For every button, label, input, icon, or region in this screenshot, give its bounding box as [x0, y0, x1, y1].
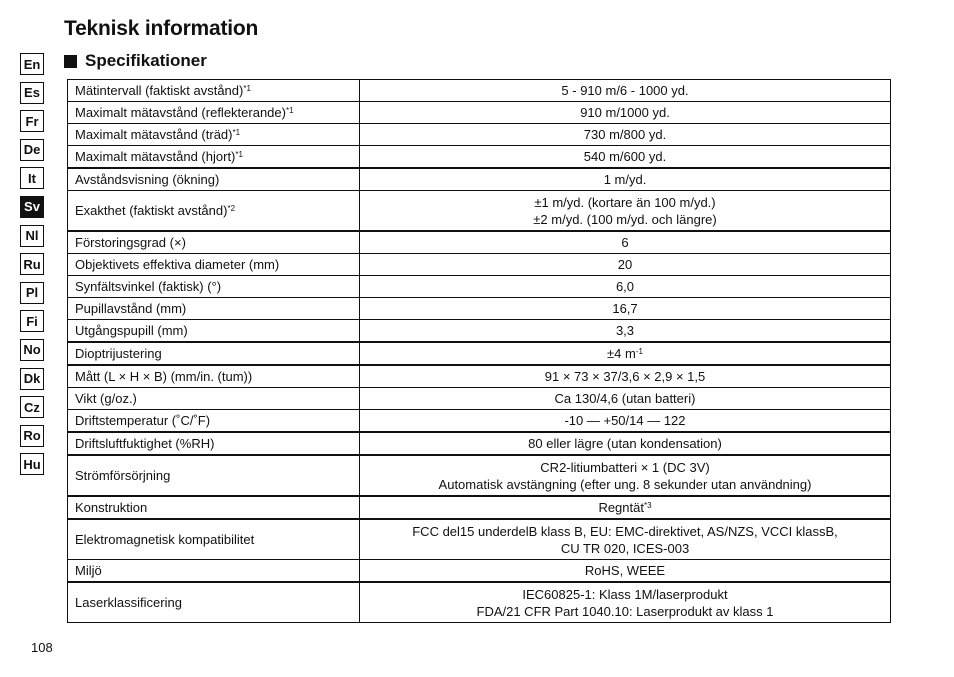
table-row	[68, 276, 891, 298]
value-superscript: *3	[643, 501, 652, 510]
spec-table	[67, 79, 891, 623]
spec-value-line	[367, 300, 883, 317]
spec-label-text: Mätintervall (faktiskt avstånd)	[75, 83, 244, 98]
spec-label	[68, 410, 360, 433]
language-index	[20, 53, 44, 482]
spec-label	[68, 496, 360, 519]
spec-value-text: Regntät	[598, 500, 644, 515]
spec-value-line	[367, 234, 883, 251]
spec-value-line	[367, 256, 883, 273]
language-tab-en[interactable]: En	[20, 53, 44, 75]
spec-value	[360, 582, 891, 623]
spec-label	[68, 455, 360, 496]
language-tab-it[interactable]: It	[20, 167, 44, 189]
footnote-marker: *2	[227, 204, 236, 213]
spec-value-line	[367, 523, 883, 540]
spec-value	[360, 231, 891, 254]
footnote-marker: *1	[232, 128, 241, 137]
spec-label	[68, 298, 360, 320]
spec-label-text: Exakthet (faktiskt avstånd)	[75, 203, 228, 218]
spec-value	[360, 276, 891, 298]
spec-value	[360, 365, 891, 388]
language-tab-es[interactable]: Es	[20, 82, 44, 104]
spec-value	[360, 124, 891, 146]
spec-value-line	[367, 412, 883, 429]
spec-value-line	[367, 171, 883, 188]
spec-label-text: Maximalt mätavstånd (hjort)	[75, 149, 236, 164]
square-bullet-icon	[64, 55, 77, 68]
language-tab-dk[interactable]: Dk	[20, 368, 44, 390]
table-row	[68, 432, 891, 455]
spec-value	[360, 80, 891, 102]
spec-value-text: 730 m/800 yd.	[583, 127, 667, 142]
spec-value-line	[367, 322, 883, 339]
page-number: 108	[31, 640, 53, 655]
spec-value-text: 91 × 73 × 37/3,6 × 2,9 × 1,5	[544, 369, 706, 384]
spec-value-text: ±1 m/yd. (kortare än 100 m/yd.)	[534, 194, 716, 210]
spec-value-line	[367, 104, 883, 121]
spec-label-text: Elektromagnetisk kompatibilitet	[75, 532, 255, 547]
spec-value	[360, 519, 891, 560]
spec-label	[68, 231, 360, 254]
spec-value-line	[367, 540, 883, 557]
language-tab-sv[interactable]: Sv	[20, 196, 44, 218]
spec-value-text: Ca 130/4,6 (utan batteri)	[554, 391, 696, 406]
language-tab-fr[interactable]: Fr	[20, 110, 44, 132]
spec-label-text: Strömförsörjning	[75, 468, 171, 483]
spec-value-text: CR2-litiumbatteri × 1 (DC 3V)	[540, 459, 710, 475]
spec-label-text: Driftstemperatur (˚C/˚F)	[75, 413, 211, 428]
table-row	[68, 191, 891, 232]
table-row	[68, 298, 891, 320]
language-tab-cz[interactable]: Cz	[20, 396, 44, 418]
spec-value-line	[367, 82, 883, 99]
spec-value	[360, 168, 891, 191]
spec-value	[360, 298, 891, 320]
table-row	[68, 582, 891, 623]
language-tab-ro[interactable]: Ro	[20, 425, 44, 447]
footnote-marker: *1	[235, 150, 243, 159]
table-row	[68, 410, 891, 433]
section-heading	[64, 51, 207, 71]
spec-value	[360, 560, 891, 583]
table-row	[68, 231, 891, 254]
spec-value-line	[367, 345, 883, 362]
spec-value-text: CU TR 020, ICES-003	[560, 540, 690, 556]
spec-label	[68, 560, 360, 583]
spec-label	[68, 80, 360, 102]
table-row	[68, 519, 891, 560]
spec-label-text: Synfältsvinkel (faktisk) (°)	[75, 279, 222, 294]
spec-value	[360, 496, 891, 519]
spec-value	[360, 432, 891, 455]
spec-label-text: Objektivets effektiva diameter (mm)	[75, 257, 280, 272]
spec-value	[360, 455, 891, 496]
spec-value-text: FDA/21 CFR Part 1040.10: Laserprodukt av klass 1	[476, 603, 774, 619]
language-tab-nl[interactable]: Nl	[20, 225, 44, 247]
spec-label	[68, 146, 360, 169]
spec-value-line	[367, 476, 883, 493]
spec-value-line	[367, 603, 883, 620]
spec-label-text: Förstoringsgrad (×)	[75, 235, 186, 250]
spec-label	[68, 365, 360, 388]
spec-value-line	[367, 562, 883, 579]
spec-value-text: IEC60825-1: Klass 1M/laserprodukt	[522, 586, 728, 602]
section-title: Specifikationer	[85, 51, 207, 70]
spec-value-line	[367, 459, 883, 476]
spec-label	[68, 388, 360, 410]
spec-label	[68, 320, 360, 343]
footnote-marker: *1	[285, 106, 294, 115]
spec-value-line	[367, 499, 883, 516]
spec-label	[68, 191, 360, 232]
spec-value	[360, 254, 891, 276]
spec-value-text: 540 m/600 yd.	[583, 149, 667, 164]
spec-label-text: Avståndsvisning (ökning)	[75, 172, 220, 187]
footnote-marker: *1	[243, 84, 251, 93]
table-row	[68, 365, 891, 388]
spec-label-text: Driftsluftfuktighet (%RH)	[75, 436, 215, 451]
spec-value	[360, 388, 891, 410]
spec-value-line	[367, 435, 883, 452]
spec-label-text: Laserklassificering	[75, 595, 182, 610]
spec-value-text: 1 m/yd.	[603, 172, 647, 187]
spec-label-text: Utgångspupill (mm)	[75, 323, 188, 338]
table-row	[68, 146, 891, 169]
table-row	[68, 496, 891, 519]
table-row	[68, 102, 891, 124]
table-row	[68, 124, 891, 146]
spec-label	[68, 342, 360, 365]
spec-value-line	[367, 368, 883, 385]
spec-value	[360, 410, 891, 433]
spec-label	[68, 519, 360, 560]
language-tab-fi[interactable]: Fi	[20, 310, 44, 332]
spec-label-text: Mått (L × H × B) (mm/in. (tum))	[75, 369, 253, 384]
spec-value-text: ±4 m	[607, 346, 636, 361]
language-tab-hu[interactable]: Hu	[20, 453, 44, 475]
spec-label-text: Miljö	[75, 563, 102, 578]
spec-value-text: Automatisk avstängning (efter ung. 8 sekunder utan användning)	[438, 476, 812, 492]
spec-label	[68, 168, 360, 191]
spec-label	[68, 432, 360, 455]
table-row	[68, 455, 891, 496]
language-tab-no[interactable]: No	[20, 339, 44, 361]
spec-value-text: 20	[617, 257, 633, 272]
spec-value-text: ±2 m/yd. (100 m/yd. och längre)	[533, 211, 717, 227]
spec-value-line	[367, 126, 883, 143]
spec-label-text: Konstruktion	[75, 500, 148, 515]
spec-value-text: FCC del15 underdelB klass B, EU: EMC-direktivet, AS/NZS, VCCI klassB,	[412, 523, 838, 539]
table-row	[68, 388, 891, 410]
spec-value	[360, 102, 891, 124]
language-tab-ru[interactable]: Ru	[20, 253, 44, 275]
spec-value-text: 910 m/1000 yd.	[580, 105, 670, 120]
spec-label	[68, 582, 360, 623]
spec-label	[68, 254, 360, 276]
spec-value	[360, 342, 891, 365]
table-row	[68, 560, 891, 583]
spec-label	[68, 276, 360, 298]
spec-label-text: Maximalt mätavstånd (träd)	[75, 127, 233, 142]
spec-value-line	[367, 194, 883, 211]
spec-value-text: 6,0	[615, 279, 635, 294]
table-row	[68, 80, 891, 102]
spec-value-text: 16,7	[612, 301, 638, 316]
spec-value-line	[367, 211, 883, 228]
spec-value-line	[367, 390, 883, 407]
spec-value	[360, 191, 891, 232]
table-row	[68, 168, 891, 191]
spec-label-text: Pupillavstånd (mm)	[75, 301, 187, 316]
spec-label-text: Vikt (g/oz.)	[75, 391, 137, 406]
spec-value-text: RoHS, WEEE	[584, 563, 666, 578]
spec-value-text: 80 eller lägre (utan kondensation)	[528, 436, 722, 451]
spec-label-text: Dioptrijustering	[75, 346, 162, 361]
spec-label	[68, 124, 360, 146]
table-row	[68, 254, 891, 276]
language-tab-pl[interactable]: Pl	[20, 282, 44, 304]
spec-label	[68, 102, 360, 124]
page-title: Teknisk information	[64, 17, 259, 40]
language-tab-de[interactable]: De	[20, 139, 44, 161]
spec-value	[360, 146, 891, 169]
spec-value-text: 5 - 910 m/6 - 1000 yd.	[561, 83, 689, 98]
spec-value-text: -10 — +50/14 — 122	[564, 413, 686, 428]
spec-value-text: 3,3	[615, 323, 635, 338]
value-superscript: -1	[635, 347, 643, 356]
table-row	[68, 320, 891, 343]
spec-value-line	[367, 586, 883, 603]
spec-value	[360, 320, 891, 343]
table-row	[68, 342, 891, 365]
spec-value-line	[367, 148, 883, 165]
spec-label-text: Maximalt mätavstånd (reflekterande)	[75, 105, 286, 120]
spec-value-line	[367, 278, 883, 295]
spec-value-text: 6	[621, 235, 629, 250]
